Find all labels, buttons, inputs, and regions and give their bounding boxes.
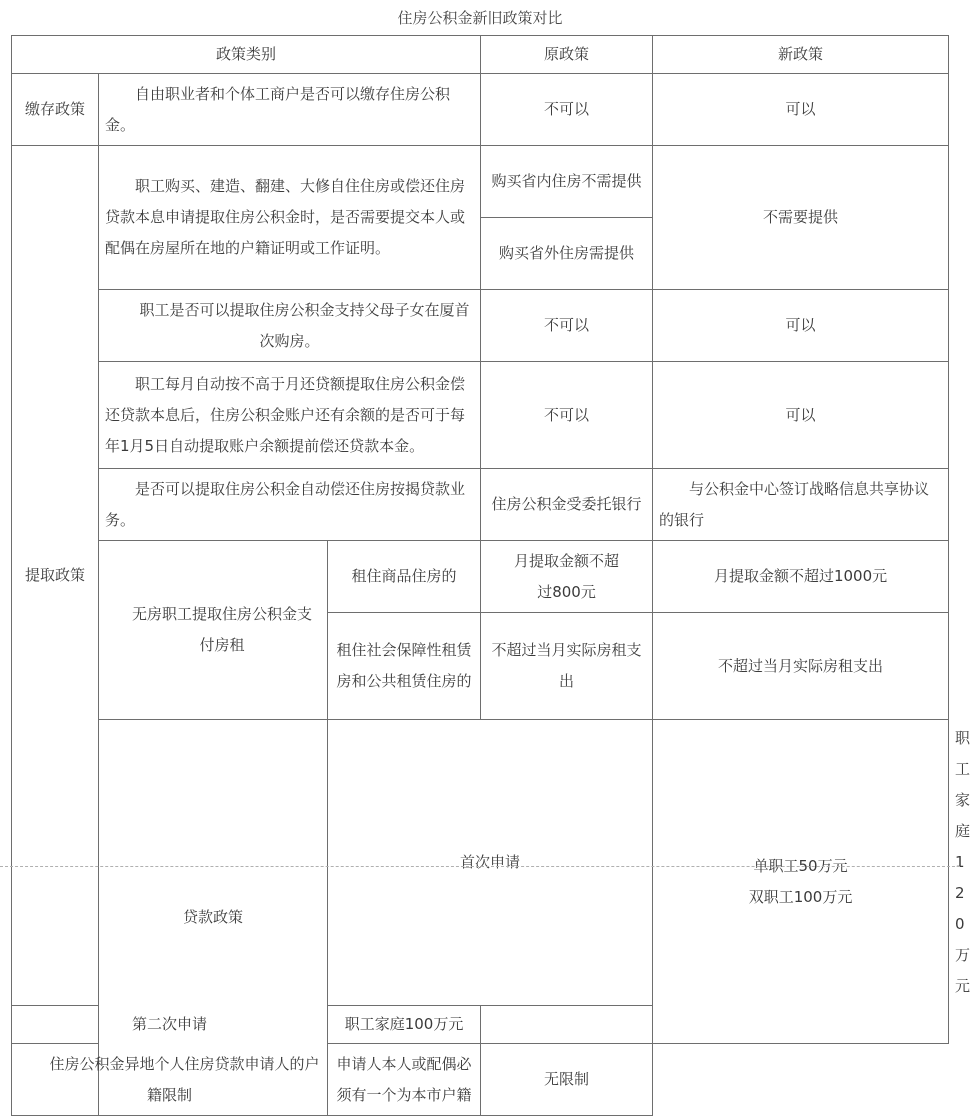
withdraw-r3-question: 职工每月自动按不高于月还贷额提取住房公积金偿还贷款本息后，住房公积金账户还有余额的是否可于每年1月5日自动提取账户余额提前偿还贷款本金。 [99,362,481,469]
loan-first: 首次申请 [328,720,653,1006]
loan-nonlocal: 住房公积金异地个人住房贷款申请人的户籍限制 [12,1044,328,1116]
header-new-policy: 新政策 [653,36,949,74]
withdraw-r4-new: 与公积金中心签订战略信息共享协议的银行 [653,469,949,541]
withdraw-rent-old1: 月提取金额不超过800元 [481,541,653,613]
withdraw-r1-old-b: 购买省外住房需提供 [481,218,653,290]
table-row [12,290,949,362]
table-row [12,74,949,146]
withdraw-rent-sub2: 租住社会保障性租赁房和公共租赁住房的 [328,613,481,720]
category-loan: 贷款政策 [99,720,328,1116]
deposit-old: 不可以 [481,74,653,146]
withdraw-r4-old: 住房公积金受委托银行 [481,469,653,541]
table-header-row [12,36,949,74]
loan-old-limit-double: 双职工100万元 [748,887,853,906]
category-deposit: 缴存政策 [12,74,99,146]
deposit-question: 自由职业者和个体工商户是否可以缴存住房公积金。 [99,74,481,146]
deposit-new: 可以 [653,74,949,146]
withdraw-rent-old2: 不超过当月实际房租支出 [481,613,653,720]
withdraw-r1-question: 职工购买、建造、翻建、大修自住住房或偿还住房贷款本息申请提取住房公积金时，是否需要提交本人或配偶在房屋所在地的户籍证明或工作证明。 [99,146,481,290]
withdraw-r2-question: 职工是否可以提取住房公积金支持父母子女在厦首次购房。 [99,290,481,362]
withdraw-r3-new: 可以 [653,362,949,469]
loan-new-second: 职工家庭100万元 [328,1006,481,1044]
withdraw-rent-new2: 不超过当月实际房租支出 [653,613,949,720]
loan-old-limit-single: 单职工50万元 [753,856,848,875]
withdraw-r3-old: 不可以 [481,362,653,469]
withdraw-rent-sub1: 租住商品住房的 [328,541,481,613]
withdraw-rent-question: 无房职工提取住房公积金支付房租 [99,541,328,720]
withdraw-r4-question: 是否可以提取住房公积金自动偿还住房按揭贷款业务。 [99,469,481,541]
table-row [12,469,949,541]
table-row [12,146,949,218]
table-row [12,1044,949,1116]
withdraw-r2-new: 可以 [653,290,949,362]
policy-comparison-table [11,35,970,1116]
withdraw-r2-old: 不可以 [481,290,653,362]
loan-nonlocal-new: 无限制 [481,1044,653,1116]
withdraw-rent-new1: 月提取金额不超过1000元 [653,541,949,613]
withdraw-r1-new: 不需要提供 [653,146,949,290]
loan-old-limit [653,720,949,1044]
bottom-divider [0,866,960,867]
table-row [12,362,949,469]
table-row [12,541,949,613]
loan-second: 第二次申请 [12,1006,328,1044]
category-withdraw: 提取政策 [12,146,99,1006]
header-category: 政策类别 [12,36,481,74]
header-old-policy: 原政策 [481,36,653,74]
withdraw-r1-old-a: 购买省内住房不需提供 [481,146,653,218]
table-row: 贷款政策 首次申请 单职工50万元 双职工100万元 职工家庭120万元 [12,720,949,1006]
loan-nonlocal-old: 申请人本人或配偶必须有一个为本市户籍 [328,1044,481,1116]
table-title: 住房公积金新旧政策对比 [397,9,563,27]
